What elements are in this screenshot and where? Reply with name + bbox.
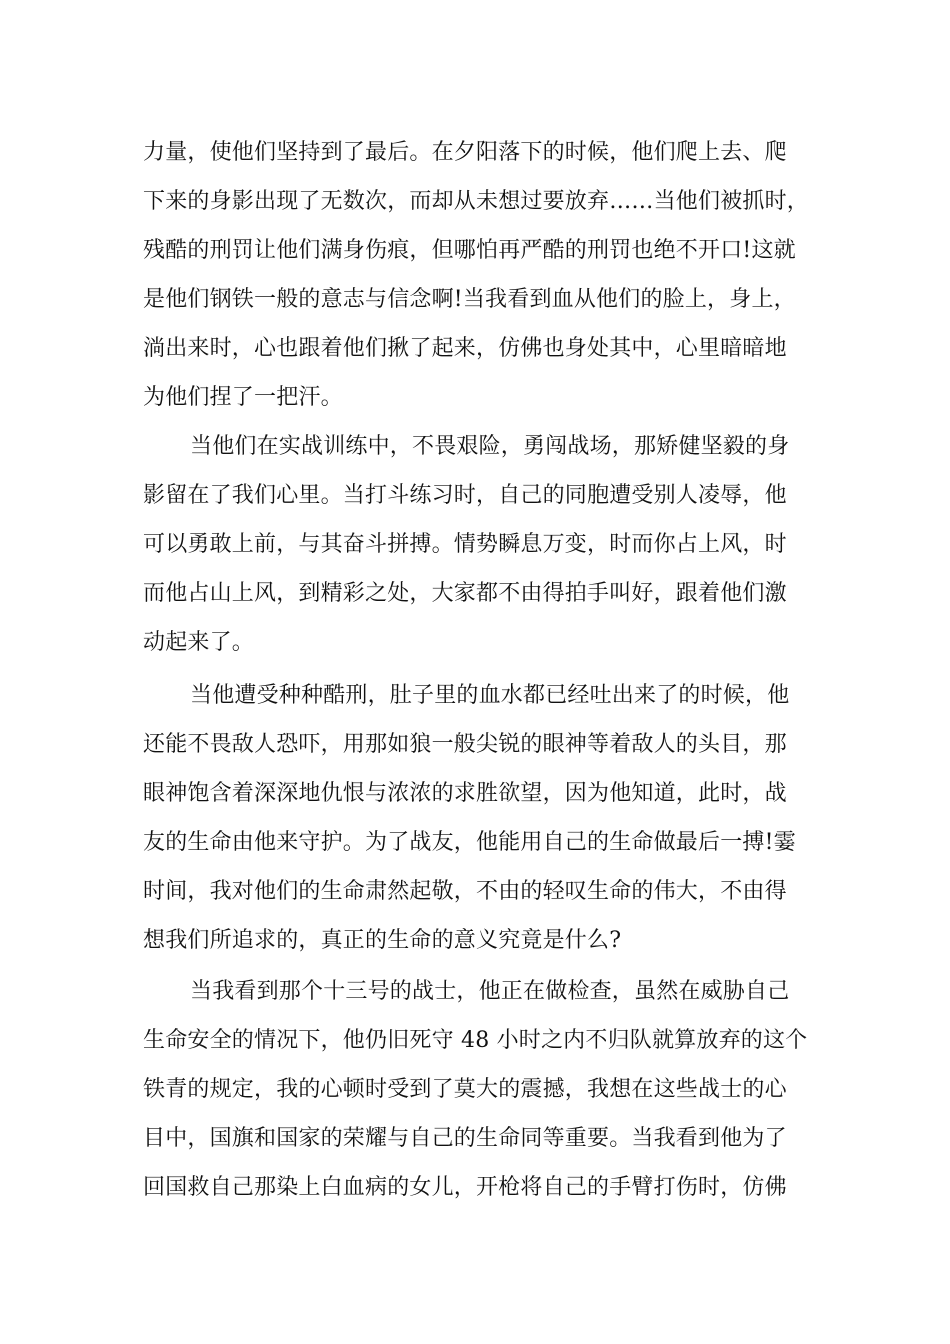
text-line: 而他占山上风，到精彩之处，大家都不由得拍手叫好，跟着他们激 — [143, 581, 787, 606]
text-line: 想我们所追求的，真正的生命的意义究竟是什么? — [143, 928, 622, 953]
text-line: 影留在了我们心里。当打斗练习时，自己的同胞遭受别人凌辱，他 — [143, 483, 787, 508]
text-line: 力量，使他们坚持到了最后。在夕阳落下的时候，他们爬上去、爬 — [143, 140, 787, 165]
text-line: 可以勇敢上前，与其奋斗拼搏。情势瞬息万变，时而你占上风，时 — [143, 532, 787, 557]
text-line: 淌出来时，心也跟着他们揪了起来，仿佛也身处其中，心里暗暗地 — [143, 336, 787, 361]
text-line: 友的生命由他来守护。为了战友，他能用自己的生命做最后一搏!霎 — [143, 830, 796, 855]
text-line: 眼神饱含着深深地仇恨与浓浓的求胜欲望，因为他知道，此时，战 — [143, 781, 787, 806]
text-line: 生命安全的情况下，他仍旧死守 48 小时之内不归队就算放弃的这个 — [143, 1028, 808, 1053]
text-line: 动起来了。 — [143, 630, 255, 655]
text-line: 残酷的刑罚让他们满身伤痕，但哪怕再严酷的刑罚也绝不开口!这就 — [143, 238, 796, 263]
paragraph-first-line: 当他遭受种种酷刑，肚子里的血水都已经吐出来了的时候，他 — [190, 683, 790, 708]
text-line: 回国救自己那染上白血病的女儿，开枪将自己的手臂打伤时，仿佛 — [143, 1175, 787, 1200]
paragraph-first-line: 当他们在实战训练中，不畏艰险，勇闯战场，那矫健坚毅的身 — [190, 434, 790, 459]
text-line: 是他们钢铁一般的意志与信念啊!当我看到血从他们的脸上，身上， — [143, 287, 796, 312]
text-line: 下来的身影出现了无数次，而却从未想过要放弃……当他们被抓时， — [143, 189, 810, 214]
text-line: 还能不畏敌人恐吓，用那如狼一般尖锐的眼神等着敌人的头目，那 — [143, 732, 787, 757]
paragraph-first-line: 当我看到那个十三号的战士，他正在做检查，虽然在威胁自己 — [190, 979, 790, 1004]
text-line: 铁青的规定，我的心顿时受到了莫大的震撼，我想在这些战士的心 — [143, 1077, 787, 1102]
text-line: 目中，国旗和国家的荣耀与自己的生命同等重要。当我看到他为了 — [143, 1126, 787, 1151]
text-line: 为他们捏了一把汗。 — [143, 385, 343, 410]
text-line: 时间，我对他们的生命肃然起敬，不由的轻叹生命的伟大，不由得 — [143, 879, 787, 904]
